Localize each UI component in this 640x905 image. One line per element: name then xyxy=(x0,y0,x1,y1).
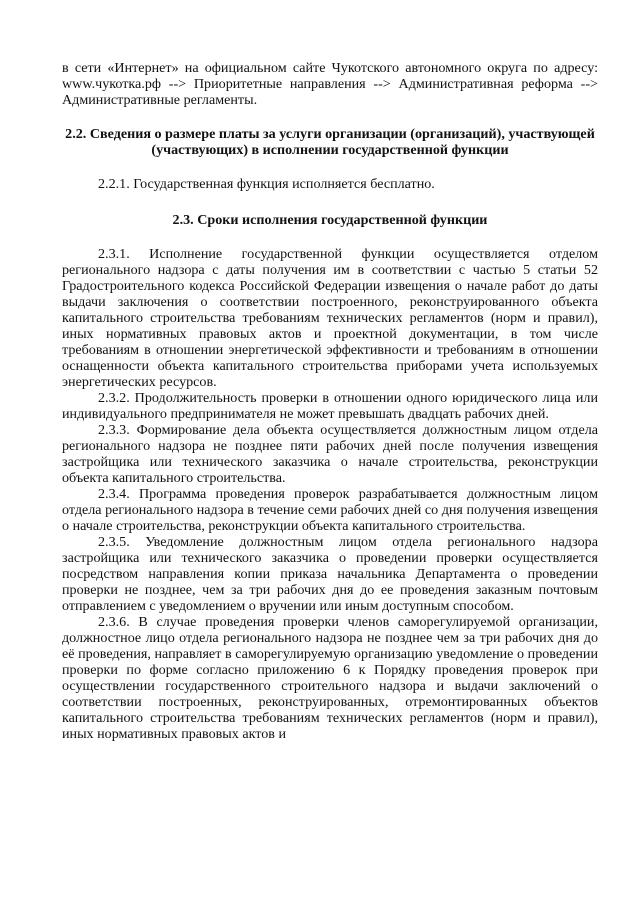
paragraph-2-3-4: 2.3.4. Программа проведения проверок разрабатывается должностным лицом отдела регионального надзора в течение семи рабочих дней со дня получения извещения о начале строительства, реконструкции объекта капитального строительства. xyxy=(62,486,598,534)
paragraph-2-3-6: 2.3.6. В случае проведения проверки членов саморегулируемой организации, должностное лицо отдела регионального надзора не позднее чем за три рабочих дня до её проведения, направляет в саморегулируемую организацию уведомление о проведении проверки по форме согласно приложению 6 к Порядку проведения проверок при осуществлении государственного строительного надзора и выдачи заключений о соответствии построенных, реконструированных, отремонтированных объектов капитального строительства требованиям технических регламентов (норм и правил), иных нормативных правовых актов и xyxy=(62,614,598,742)
paragraph-2-3-1: 2.3.1. Исполнение государственной функции осуществляется отделом регионального надзора с даты получения им в соответствии с частью 5 статьи 52 Градостроительного кодекса Российской Федерации извещения о начале работ до даты выдачи заключения о соответствии построенного, реконструированного объекта капитального строительства требованиям технических регламентов (норм и правил), иных нормативных правовых актов и проектной документации, в том числе требованиям в отношении энергетической эффективности и требованиям в отношении оснащенности объекта капитального строительства приборами учета используемых энергетических ресурсов. xyxy=(62,246,598,390)
section-2-3-heading: 2.3. Сроки исполнения государственной функции xyxy=(172,212,488,228)
section-2-2-heading: 2.2. Сведения о размере платы за услуги организации (организаций), участвующей (участвующих) в исполнении государственной функции xyxy=(65,126,595,158)
document-page xyxy=(62,60,598,742)
paragraph-2-2-1: 2.2.1. Государственная функция исполняется бесплатно. xyxy=(98,176,435,192)
intro-paragraph: в сети «Интернет» на официальном сайте Чукотского автономного округа по адресу: www.чукотка.рф --> Приоритетные направления --> Административная реформа --> Административные регламенты. xyxy=(62,60,598,108)
paragraph-2-3-2: 2.3.2. Продолжительность проверки в отношении одного юридического лица или индивидуального предпринимателя не может превышать двадцать рабочих дней. xyxy=(62,390,598,422)
paragraph-2-3-5: 2.3.5. Уведомление должностным лицом отдела регионального надзора застройщика или технического заказчика о проведении проверки осуществляется посредством направления копии приказа начальника Департамента о проведении проверки не позднее, чем за три рабочих дня до ее проведения заказным почтовым отправлением с уведомлением о вручении или иным доступным способом. xyxy=(62,534,598,614)
paragraph-2-3-3: 2.3.3. Формирование дела объекта осуществляется должностным лицом отдела регионального надзора не позднее пяти рабочих дней после получения извещения застройщика или технического заказчика о начале строительства, реконструкции объекта капитального строительства. xyxy=(62,422,598,486)
